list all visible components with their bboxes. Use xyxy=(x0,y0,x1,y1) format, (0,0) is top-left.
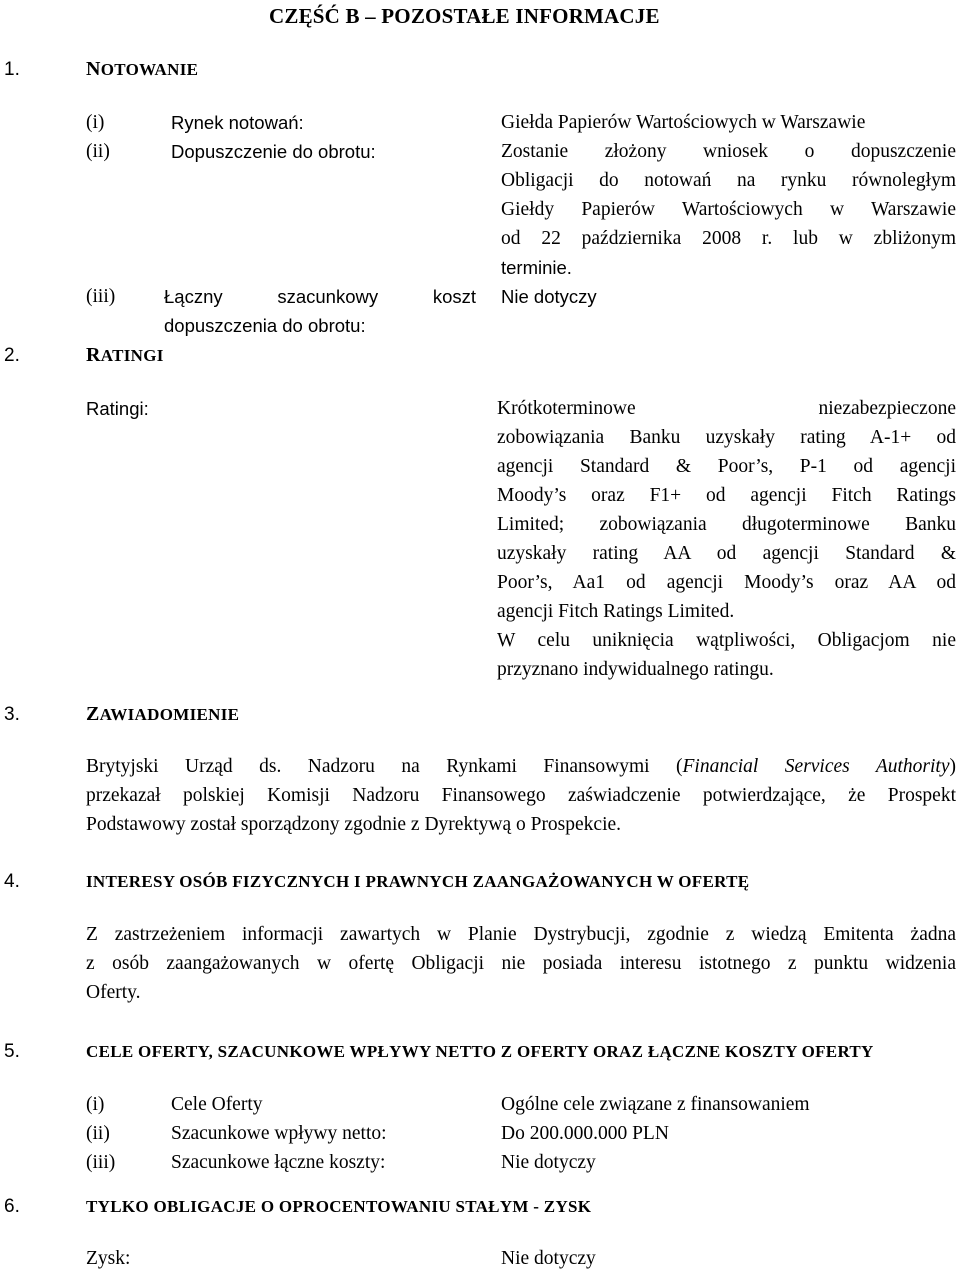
interesy-line: Oferty. xyxy=(86,982,141,1003)
ratingi-line: Moody’s oraz F1+ od agencji Fitch Ratings xyxy=(497,485,956,506)
zawiadomienie-line: Podstawowy został sporządzony zgodnie z Dyrektywą o Prospekcie. xyxy=(86,814,622,835)
ratingi-line: uzyskały rating AA od agencji Standard & xyxy=(497,543,956,564)
item-label: Cele Oferty xyxy=(171,1094,263,1115)
item-value: Do 200.000.000 PLN xyxy=(501,1123,669,1144)
item-index: (i) xyxy=(86,112,105,133)
section-heading-interesy: INTERESY OSÓB FIZYCZNYCH I PRAWNYCH ZAANGAŻOWANYCH W OFERTĘ xyxy=(86,872,750,891)
item-index: (iii) xyxy=(86,1152,116,1173)
zawiadomienie-line: przekazał polskiej Komisji Nadzoru Finansowego zaświadczenie potwierdzające, że Prospekt xyxy=(86,785,956,806)
section-number: 1. xyxy=(4,59,20,80)
item-value-line: Zostanie złożony wniosek o dopuszczenie xyxy=(501,141,956,162)
item-label: Rynek notowań: xyxy=(171,112,304,133)
ratingi-line: Krótkoterminowe niezabezpieczone xyxy=(497,398,956,419)
item-label: Szacunkowe łączne koszty: xyxy=(171,1152,386,1173)
ratingi-line: agencji Fitch Ratings Limited. xyxy=(497,601,735,622)
ratingi-line: zobowiązania Banku uzyskały rating A-1+ od xyxy=(497,427,956,448)
section-heading-notowanie: NOTOWANIE xyxy=(86,58,199,80)
zawiadomienie-line: Brytyjski Urząd ds. Nadzoru na Rynkami Finansowymi (Financial Services Authority) xyxy=(86,756,957,777)
section-number: 2. xyxy=(4,345,20,366)
section-heading-cele: CELE OFERTY, SZACUNKOWE WPŁYWY NETTO Z OFERTY ORAZ ŁĄCZNE KOSZTY OFERTY xyxy=(86,1042,874,1061)
ratingi-line: Poor’s, Aa1 od agencji Moody’s oraz AA od xyxy=(497,572,956,593)
ratingi-line: W celu uniknięcia wątpliwości, Obligacjom nie xyxy=(497,630,956,651)
zysk-value: Nie dotyczy xyxy=(501,1248,596,1269)
section-heading-zysk: TYLKO OBLIGACJE O OPROCENTOWANIU STAŁYM - ZYSK xyxy=(86,1197,592,1216)
item-value: Ogólne cele związane z finansowaniem xyxy=(501,1094,810,1115)
item-index: (iii) xyxy=(86,286,116,307)
item-value: Nie dotyczy xyxy=(501,1152,596,1173)
interesy-line: z osób zaangażowanych w ofertę Obligacji nie posiada interesu istotnego z punktu widzenia xyxy=(86,953,956,974)
item-value-line: Obligacji do notowań na rynku równoległym xyxy=(501,170,956,191)
item-label: Szacunkowe wpływy netto: xyxy=(171,1123,387,1144)
section-number: 3. xyxy=(4,704,20,725)
item-index: (ii) xyxy=(86,1123,110,1144)
item-label: Dopuszczenie do obrotu: xyxy=(171,141,376,162)
ratingi-line: przyznano indywidualnego ratingu. xyxy=(497,659,774,680)
item-index: (ii) xyxy=(86,141,110,162)
item-value-line: od 22 października 2008 r. lub w zbliżonym xyxy=(501,228,956,249)
ratingi-line: Limited; zobowiązania długoterminowe Banku xyxy=(497,514,956,535)
zysk-label: Zysk: xyxy=(86,1248,131,1269)
item-value: Giełda Papierów Wartościowych w Warszawie xyxy=(501,112,866,133)
ratingi-line: agencji Standard & Poor’s, P-1 od agencji xyxy=(497,456,956,477)
page-title: CZĘŚĆ B – POZOSTAŁE INFORMACJE xyxy=(269,4,660,28)
section-number: 5. xyxy=(4,1041,20,1062)
item-value-line: terminie. xyxy=(501,257,572,278)
item-value-line: Giełdy Papierów Wartościowych w Warszawie xyxy=(501,199,956,220)
section-heading-ratingi: RATINGI xyxy=(86,344,164,366)
item-label-line: dopuszczenia do obrotu: xyxy=(164,315,366,336)
item-label-line: Łączny szacunkowy koszt xyxy=(164,286,476,307)
section-number: 4. xyxy=(4,871,20,892)
section-number: 6. xyxy=(4,1196,20,1217)
item-index: (i) xyxy=(86,1094,105,1115)
interesy-line: Z zastrzeżeniem informacji zawartych w Planie Dystrybucji, zgodnie z wiedzą Emitenta żadna xyxy=(86,924,956,945)
section-heading-zawiadomienie: ZAWIADOMIENIE xyxy=(86,703,240,725)
ratingi-label: Ratingi: xyxy=(86,398,149,419)
item-value: Nie dotyczy xyxy=(501,286,597,307)
